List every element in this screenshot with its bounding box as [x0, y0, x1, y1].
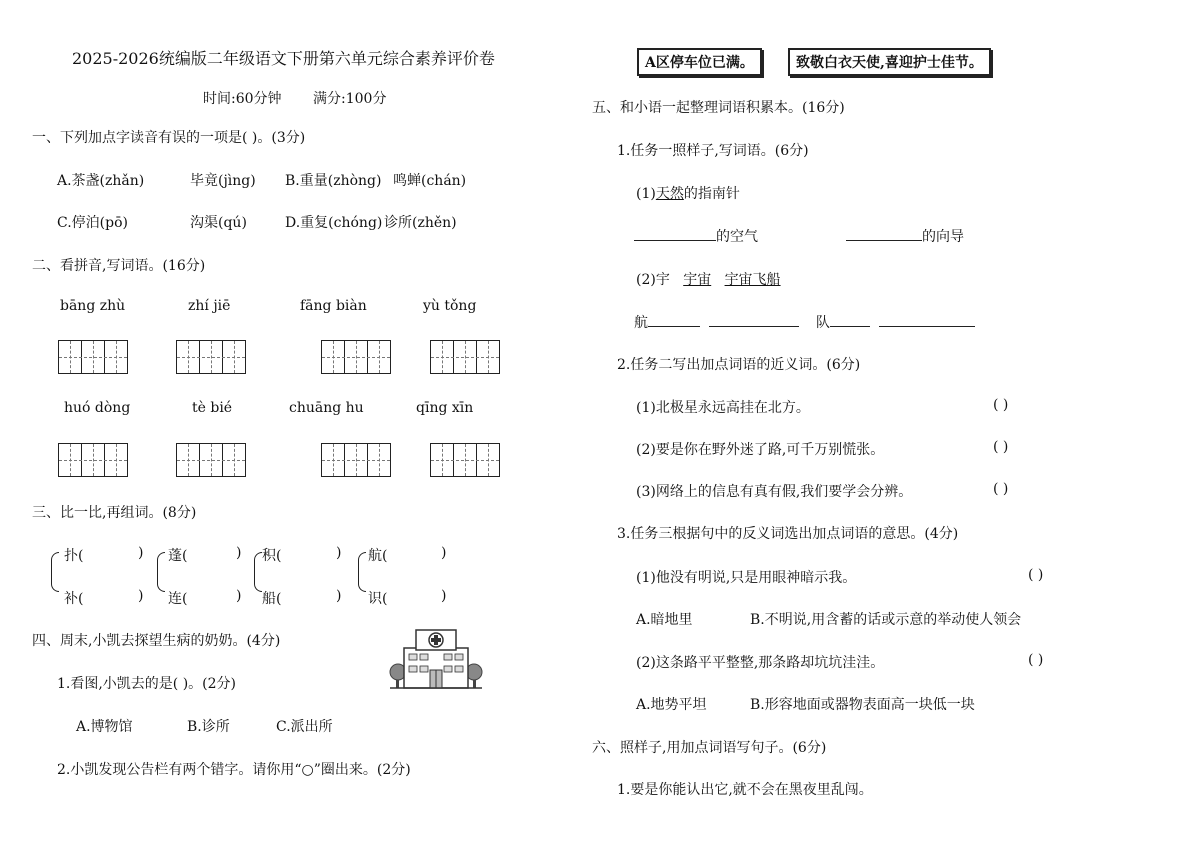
- blank-suffix: 的空气: [716, 229, 758, 245]
- q4-option-b: B.诊所: [187, 719, 230, 735]
- question-4-title: 四、周末,小凯去探望生病的奶奶。(4分): [32, 633, 281, 649]
- grid-guide-line: [356, 444, 357, 476]
- char-label: 航: [634, 315, 648, 331]
- grid-guide-line: [333, 341, 334, 373]
- q4-sub2: 2.小凯发现公告栏有两个错字。请你用“○”圈出来。(2分): [57, 762, 411, 778]
- grid-guide-line: [188, 341, 189, 373]
- pinyin-label: zhí jiē: [188, 298, 231, 314]
- paren: ): [236, 588, 242, 604]
- notice-sign: 致敬白衣天使,喜迎护士佳节。: [788, 48, 991, 76]
- exam-time: 时间:60分钟: [203, 91, 282, 107]
- q1-option-d1: D.重复(chóng): [285, 215, 383, 231]
- grid-guide-line: [234, 444, 235, 476]
- answer-paren[interactable]: ( ): [1028, 567, 1044, 583]
- q1-option-d2: 诊所(zhěn): [384, 215, 457, 231]
- q5-sentence: (1)北极星永远高挂在北方。: [636, 400, 810, 416]
- q6-sentence: 1.要是你能认出它,就不会在黑夜里乱闯。: [617, 782, 873, 798]
- grid-guide-line: [70, 341, 71, 373]
- compare-char: 识(: [368, 591, 388, 607]
- brace: [254, 552, 262, 592]
- question-2-title: 二、看拼音,写词语。(16分): [32, 258, 206, 274]
- answer-paren[interactable]: ( ): [993, 481, 1009, 497]
- q5-sentence: (3)网络上的信息有真有假,我们要学会分辨。: [636, 484, 913, 500]
- grid-guide-line: [488, 444, 489, 476]
- pinyin-label: huó dòng: [64, 400, 131, 416]
- paren: ): [336, 588, 342, 604]
- brace: [358, 552, 366, 592]
- writing-grid[interactable]: [176, 443, 246, 477]
- grid-guide-line: [116, 341, 117, 373]
- page-title: 2025-2026统编版二年级语文下册第六单元综合素养评价卷: [72, 49, 495, 68]
- question-6-title: 六、照样子,用加点词语写句子。(6分): [592, 740, 827, 756]
- example-rest: 的指南针: [683, 186, 740, 202]
- blank-suffix: 的向导: [922, 229, 964, 245]
- grid-guide-line: [488, 341, 489, 373]
- question-1-title: 一、下列加点字读音有误的一项是( )。(3分): [32, 130, 306, 146]
- writing-grid[interactable]: [430, 443, 500, 477]
- example-underlined: 宇宙: [683, 272, 712, 288]
- paren: ): [236, 545, 242, 561]
- grid-guide-line: [442, 341, 443, 373]
- fill-blank-hang[interactable]: [634, 312, 799, 332]
- grid-guide-line: [465, 444, 466, 476]
- exam-score: 满分:100分: [313, 91, 387, 107]
- pinyin-label: fāng biàn: [300, 298, 367, 314]
- question-5-title: 五、和小语一起整理词语积累本。(16分): [592, 100, 845, 116]
- q4-option-c: C.派出所: [276, 719, 333, 735]
- answer-paren[interactable]: ( ): [993, 439, 1009, 455]
- q5-option-a: A.暗地里: [636, 612, 693, 628]
- question-3-title: 三、比一比,再组词。(8分): [32, 505, 197, 521]
- grid-guide-line: [116, 444, 117, 476]
- writing-grid[interactable]: [430, 340, 500, 374]
- writing-grid[interactable]: [321, 340, 391, 374]
- grid-guide-line: [93, 341, 94, 373]
- brace: [51, 552, 59, 592]
- q5-sentence: (2)要是你在野外迷了路,可千万别慌张。: [636, 442, 885, 458]
- writing-grid[interactable]: [58, 340, 128, 374]
- q5-task3: 3.任务三根据句中的反义词选出加点词语的意思。(4分): [617, 526, 959, 542]
- grid-guide-line: [234, 341, 235, 373]
- grid-guide-line: [211, 341, 212, 373]
- q5-option-b: B.不明说,用含蓄的话或示意的举动使人领会: [750, 612, 1022, 628]
- compare-char: 蓬(: [168, 548, 188, 564]
- answer-paren[interactable]: ( ): [1028, 652, 1044, 668]
- grid-guide-line: [379, 341, 380, 373]
- fill-blank-dui[interactable]: [816, 312, 975, 332]
- grid-guide-line: [356, 341, 357, 373]
- grid-guide-line: [333, 444, 334, 476]
- example-prefix: (1): [636, 186, 656, 202]
- fill-blank-1[interactable]: [634, 226, 758, 246]
- q5-option-b: B.形容地面或器物表面高一块低一块: [750, 697, 975, 713]
- notice-sign: A区停车位已满。: [637, 48, 762, 76]
- pinyin-label: chuāng hu: [289, 400, 364, 416]
- fill-blank-2[interactable]: [846, 226, 964, 246]
- compare-char: 扑(: [64, 548, 84, 564]
- example-prefix: (2)宇: [636, 272, 670, 288]
- pinyin-label: qīng xīn: [416, 400, 474, 416]
- q1-option-c2: 沟渠(qú): [190, 215, 247, 231]
- pinyin-label: bāng zhù: [60, 298, 126, 314]
- grid-guide-line: [442, 444, 443, 476]
- q5-sentence: (2)这条路平平整整,那条路却坑坑洼洼。: [636, 655, 885, 671]
- q5-sentence: (1)他没有明说,只是用眼神暗示我。: [636, 570, 857, 586]
- grid-guide-line: [188, 444, 189, 476]
- clinic-illustration: [388, 624, 484, 692]
- grid-guide-line: [70, 444, 71, 476]
- example-underlined: 宇宙飞船: [724, 272, 781, 288]
- q4-sub1: 1.看图,小凯去的是( )。(2分): [57, 676, 237, 692]
- pinyin-label: tè bié: [192, 400, 233, 416]
- pinyin-label: yù tǒng: [423, 298, 477, 314]
- writing-grid[interactable]: [321, 443, 391, 477]
- q5-example2: [636, 269, 781, 289]
- compare-char: 航(: [368, 548, 388, 564]
- grid-guide-line: [93, 444, 94, 476]
- paren: ): [138, 588, 144, 604]
- paren: ): [138, 545, 144, 561]
- compare-char: 补(: [64, 591, 84, 607]
- compare-char: 船(: [262, 591, 282, 607]
- q5-task2: 2.任务二写出加点词语的近义词。(6分): [617, 357, 861, 373]
- q1-option-a1: A.茶盏(zhǎn): [57, 173, 145, 189]
- grid-guide-line: [465, 341, 466, 373]
- paren: ): [441, 588, 447, 604]
- q5-option-a: A.地势平坦: [636, 697, 707, 713]
- writing-grid[interactable]: [176, 340, 246, 374]
- grid-guide-line: [211, 444, 212, 476]
- answer-paren[interactable]: ( ): [993, 397, 1009, 413]
- paren: ): [336, 545, 342, 561]
- q5-example1: [636, 183, 740, 203]
- q4-option-a: A.博物馆: [76, 719, 133, 735]
- q1-option-b2: 鸣蝉(chán): [393, 173, 467, 189]
- char-label: 队: [816, 315, 830, 331]
- q1-option-c1: C.停泊(pō): [57, 215, 128, 231]
- example-underlined: 天然: [655, 186, 684, 202]
- paren: ): [441, 545, 447, 561]
- compare-char: 连(: [168, 591, 188, 607]
- q1-option-a2: 毕竟(jìng): [190, 173, 256, 189]
- writing-grid[interactable]: [58, 443, 128, 477]
- q1-option-b1: B.重量(zhòng): [285, 173, 382, 189]
- compare-char: 积(: [262, 548, 282, 564]
- q5-task1: 1.任务一照样子,写词语。(6分): [617, 143, 809, 159]
- grid-guide-line: [379, 444, 380, 476]
- brace: [157, 552, 165, 592]
